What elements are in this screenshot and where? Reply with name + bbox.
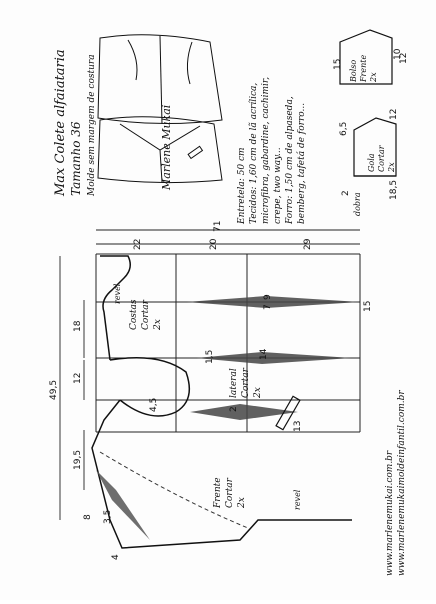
- back-name: Costas: [129, 299, 139, 330]
- collar-name: Gola: [367, 153, 376, 172]
- pocket-name: Bolso: [349, 59, 358, 82]
- measure-18-5: 18,5: [389, 179, 399, 200]
- side-qty: 2x: [253, 387, 263, 398]
- measure-14: 14: [259, 348, 269, 360]
- measure-3-5: 3,5: [103, 509, 113, 524]
- materials-group: [237, 77, 307, 225]
- revel-text-2: revel: [293, 489, 302, 510]
- signature-text: Marlene Mukai: [160, 104, 173, 190]
- website-1: www.marlenemukai.com.br: [385, 450, 395, 576]
- front-label: [213, 477, 247, 509]
- revel-text: revel: [113, 283, 122, 304]
- measure-19-5: 19,5: [73, 449, 83, 470]
- fold-text: dobra: [353, 192, 362, 216]
- title-line-2: Tamanho 36: [69, 121, 83, 196]
- pattern-grid: [96, 254, 360, 432]
- measure-1-5: 1,5: [205, 349, 215, 364]
- back-qty: 2x: [153, 319, 163, 330]
- front-piece-outline: [92, 397, 352, 548]
- measure-4-5: 4,5: [149, 397, 159, 412]
- back-piece-outline: [100, 256, 130, 360]
- front-dart: [190, 404, 298, 420]
- material-tecido-1: Tecidos: 1,60 cm de lã acrílica,: [249, 82, 259, 224]
- measure-18: 18: [73, 320, 83, 332]
- side-cut: Cortar: [241, 368, 251, 398]
- front-name: Frente: [213, 477, 223, 508]
- measure-4: 4: [111, 554, 121, 560]
- collar-label: [367, 144, 396, 173]
- side-label: [229, 367, 263, 399]
- revel-label: [113, 283, 122, 304]
- measure-49-5: 49,5: [49, 379, 59, 400]
- title-note: Molde sem margem de costura: [87, 54, 97, 196]
- website-2: www.marlenemukaimoldeinfantil.com.br: [397, 390, 407, 576]
- revel-label-2: [293, 489, 302, 510]
- material-forro-2: bemberg, tafetá de forro...: [297, 102, 307, 224]
- measure-29: 29: [303, 238, 313, 250]
- measure-13: 13: [293, 420, 303, 432]
- material-tecido-3: crepe, two way...: [273, 147, 283, 224]
- measure-6-5: 6,5: [339, 121, 349, 136]
- measure-9: 9: [263, 294, 273, 300]
- measure-71: 71: [213, 220, 223, 232]
- back-cut: Cortar: [141, 300, 151, 330]
- back-dart-1: [186, 296, 360, 308]
- measure-2b: 2: [341, 190, 351, 196]
- measure-2: 2: [229, 406, 239, 412]
- back-label: [129, 299, 163, 331]
- measure-12b: 12: [399, 52, 409, 64]
- measure-20: 20: [209, 238, 219, 250]
- front-qty: 2x: [237, 497, 247, 508]
- pocket-qty: 2x: [369, 72, 378, 82]
- front-neck-dart: [96, 470, 150, 540]
- material-tecido-2: microfibra, gabardine, cachimir,: [261, 76, 271, 224]
- measure-12: 12: [73, 372, 83, 384]
- measure-8: 8: [83, 514, 93, 520]
- material-entretela: Entretela: 50 cm: [237, 147, 247, 224]
- front-cut: Cortar: [225, 478, 235, 508]
- material-forro-1: Forro: 1,50 cm de alpaseda,: [285, 96, 295, 224]
- pocket-extra: Frente: [359, 54, 368, 82]
- measure-15b: 15: [333, 58, 343, 70]
- measure-12c: 12: [389, 108, 399, 120]
- pocket-label: [349, 55, 378, 83]
- collar-cut: Cortar: [377, 145, 386, 172]
- fold-label: [353, 192, 362, 216]
- measure-15: 15: [363, 300, 373, 312]
- side-dart: [196, 349, 352, 364]
- title-line-1: Max Colete alfaiataria: [53, 49, 68, 196]
- measure-7: 7: [263, 304, 273, 310]
- title-group: [53, 49, 97, 197]
- side-name: lateral: [229, 368, 239, 398]
- collar-qty: 2x: [387, 162, 396, 172]
- measure-10: 10: [393, 48, 403, 60]
- measure-22: 22: [133, 238, 143, 250]
- website-group: [385, 390, 407, 576]
